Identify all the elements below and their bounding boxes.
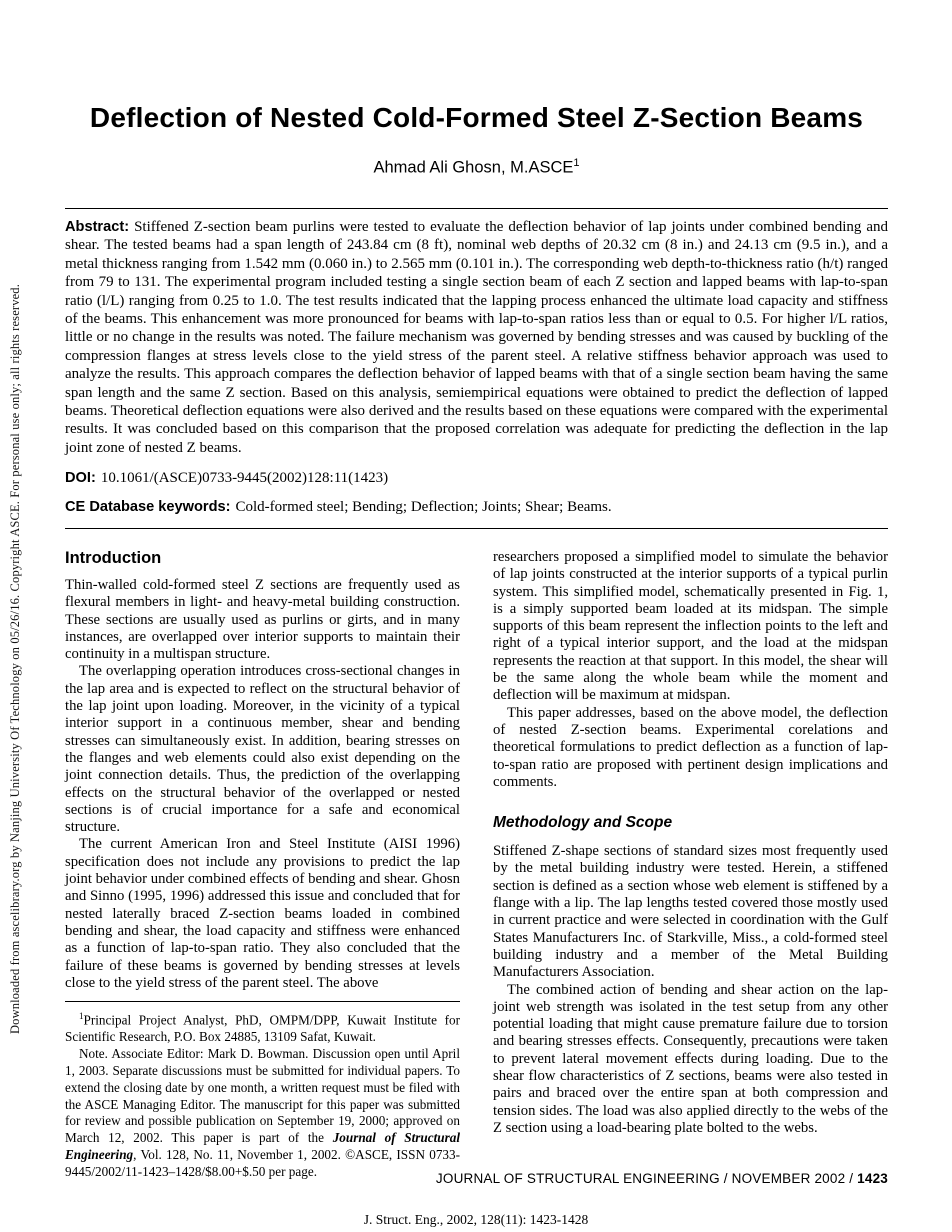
abstract-text: Stiffened Z-section beam purlins were tested to evaluate the deflection behavior of lap joints under combined bending and shear. The tested beams had a span length of 243.84 cm (8 ft), nominal web depths of 20.32 cm (8 in.) and 24.13 cm (9.5 in.), and a metal thickness ranging from 1.542 mm (0.060 in.) to 2.565 mm (0.101 in.). The corresponding web depth-to-thickness ratio (h/t) ranged from 79 to 131. The experimental program included testing a single section beam of each Z section and lapped beams with lap-to-span ratio (l/L) ranging from 0.25 to 1.0. The test results indicated that the lapping process enhanced the ultimate load capacity and stiffness of the beams. This enhancement was more pronounced for beams with lap-to-span ratios less than or equal to 0.5. For higher l/L ratios, little or no change in the results was noted. The failure mechanism was governed by bending stresses and was caused by buckling of the compression flanges at stress levels close to the yield stress of the parent steel. A relative stiffness behavior approach was used to analyze the results. This approach compares the deflection behavior of lapped beams with that of a single section beam having the same span length and the same Z section. Based on this analysis, semiempirical equations were obtained to predict the deflection of lapped beams. Theoretical deflection equations were also derived and the results based on these equations were compared with the experimental results. It was concluded based on this comparison that the proposed correlation was adequate for predicting the deflection in the lap joint zone of nested Z beams. [65, 219, 888, 456]
keywords-value: Cold-formed steel; Bending; Deflection; Joints; Shear; Beams. [235, 499, 612, 516]
running-footer-page-number: 1423 [857, 1171, 888, 1186]
keywords-line [65, 499, 888, 516]
section-heading-methodology: Methodology and Scope [493, 814, 673, 832]
footnote-affiliation [65, 1008, 460, 1046]
methodology-paragraph-2: The combined action of bending and shear action on the lap-joint web strength was isolated in the test setup from any other potential loading that might cause premature failure due to torsion and bearing stresses effects. Consequently, precautions were taken to prevent lateral movement effects during loading. Due to the shear flow characteristics of Z sections, beams were also tested in pairs and braced over the entire span at both compression and tension sides. The load was also applied directly to the webs of the Z section using a load-bearing plate bolted to the webs. [493, 981, 888, 1136]
abstract-paragraph [65, 218, 888, 457]
doi-value: 10.1061/(ASCE)0733-9445(2002)128:11(1423) [100, 470, 389, 487]
footnote-affiliation-text: Principal Project Analyst, PhD, OMPM/DPP, Kuwait Institute for Scientific Research, P.O. Box 24885, 13109 Safat, Kuwait. [65, 1012, 460, 1045]
right-column [493, 549, 888, 1180]
methodology-paragraph-1: Stiffened Z-shape sections of standard sizes most frequently used by the metal building industry were tested. Herein, a stiffened section is defined as a section whose web element is stiffened by a flange with a lip. The lap lengths tested covered those mostly used in current practice and were selected in coordination with the Gulf States Manufacturers Inc. of Starkville, Miss., a cold-formed steel building industry and a member of the Metal Building Manufacturers Association. [493, 843, 888, 981]
footnote-note-post: , Vol. 128, No. 11, November 1, 2002. ©ASCE, ISSN 0733-9445/2002/11-1423–1428/$8.00+$.50 per page. [65, 1146, 460, 1179]
abstract-label: Abstract: [65, 219, 130, 235]
front-matter [65, 208, 888, 529]
body-paragraph-scope: This paper addresses, based on the above model, the deflection of nested Z-section beams. Experimental corelations and theoretical formulations to predict deflection as a function of lap-to-span ratio are proposed with pertinent design implications and comments. [493, 704, 888, 790]
citation-footer: J. Struct. Eng., 2002, 128(11): 1423-1428 [363, 1212, 589, 1227]
running-footer [65, 1171, 888, 1186]
author-superscript: 1 [573, 157, 580, 169]
running-footer-text: JOURNAL OF STRUCTURAL ENGINEERING / NOVEMBER 2002 / [435, 1171, 858, 1186]
doi-label: DOI: [65, 470, 96, 487]
body-paragraph-continuation: researchers proposed a simplified model to simulate the behavior of lap joints constructed at the interior supports of a typical purlin system. This simplified model, schematically presented in Fig. 1, is a simply supported beam loaded at its midspan. The simple supports of this beam represent the inflection points to the left and right of a typical interior support, and the load at the midspan represents the reaction at that support. In this model, the shear will be the same along the whole beam while the moment and deflection will be maximum at midspan. [493, 549, 888, 704]
keywords-label: CE Database keywords: [65, 499, 231, 516]
footnote-affiliation-superscript: 1 [79, 1011, 84, 1022]
author-name: Ahmad Ali Ghosn, M.ASCE [373, 158, 574, 177]
footnote-note [65, 1046, 460, 1180]
footnote-journal-name: Journal of Structural Engineering [65, 1130, 461, 1162]
download-watermark: Downloaded from ascelibrary.org by Nanjing University Of Technology on 05/26/16. Copyright ASCE. For personal use only; all rights reserved. [8, 284, 22, 1034]
author-line [65, 157, 888, 178]
introduction-paragraph-3: The current American Iron and Steel Institute (AISI 1996) specification does not include any provisions to predict the lap joint behavior under combined effects of bending and shear. Ghosn and Sinno (1995, 1996) addressed this issue and concluded that for nested laterally braced Z-section beams loaded in combined bending and shear, the load capacity and stiffness were enhanced as a function of lap-to-span ratio. They also concluded that the failure of these beams is governed by bending stresses at levels close to the yield stress of the parent steel. The above [65, 836, 460, 991]
left-column [65, 549, 460, 1180]
two-column-body [65, 549, 888, 1180]
footnote-block [65, 1001, 460, 1180]
introduction-paragraph-1: Thin-walled cold-formed steel Z sections are frequently used as flexural members in light- and heavy-metal building construction. These sections are usually used as purlins or girts, and in many instances, are overlapped over interior supports to maintain their continuity in a multispan structure. [65, 577, 460, 663]
section-heading-introduction: Introduction [65, 549, 162, 567]
footnote-note-pre: Note. Associate Editor: Mark D. Bowman. Discussion open until April 1, 2003. Separate discussions must be submitted for individual papers. To extend the closing date by one month, a written request must be filed with the ASCE Managing Editor. The manuscript for this paper was submitted for review and possible publication on September 19, 2000; approved on March 12, 2002. This paper is part of the [65, 1046, 460, 1146]
introduction-paragraph-2: The overlapping operation introduces cross-sectional changes in the lap area and is expected to reflect on the structural behavior of the lap joint upon loading. Moreover, in the vicinity of a typical interior support in a continuous member, shear and bending stresses can simultaneously exist. In addition, bearing stresses on the flanges and web elements could also exist depending on the joint connection details. Thus, the prediction of the overlapping effects on the structural behavior of the overlapped or nested sections is of crucial importance for a safe and economical structure. [65, 663, 460, 836]
doi-line [65, 470, 888, 487]
paper-title: Deflection of Nested Cold-Formed Steel Z-Section Beams [89, 102, 864, 133]
